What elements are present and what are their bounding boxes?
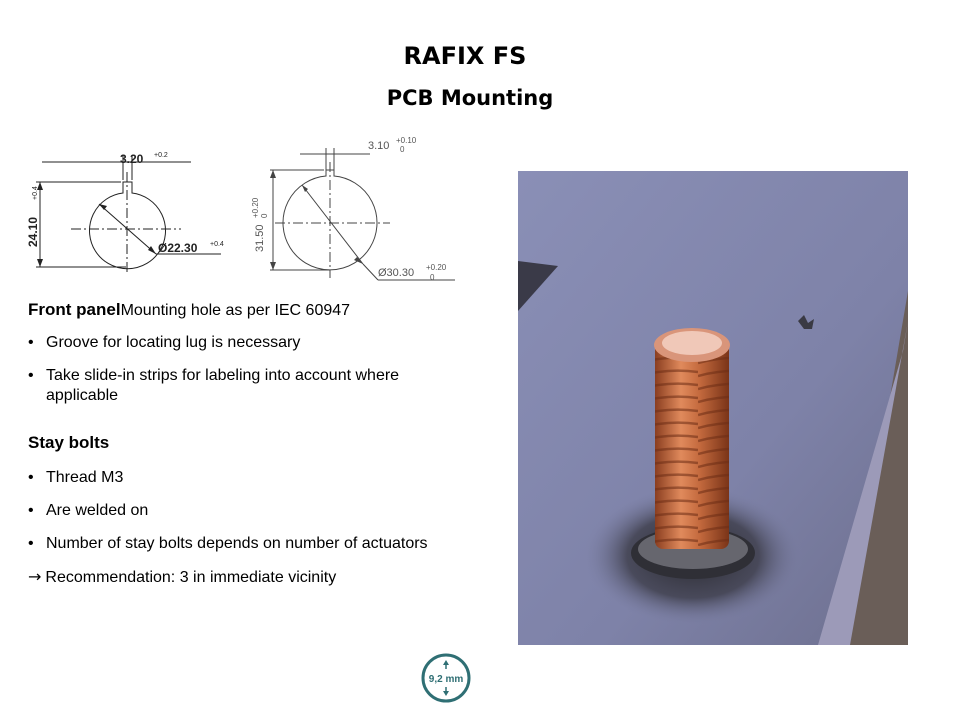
height-tolerance-top: +0.20 [251,197,260,218]
front-panel-line [28,300,468,321]
front-panel-heading: Front panel [28,300,121,319]
width-tolerance-bottom: 0 [400,145,405,154]
height-dimension-label: 24.10 [26,216,40,247]
recommendation-text: Recommendation: 3 in immediate vicinity [45,569,337,586]
list-item: • Groove for locating lug is necessary [28,334,301,351]
size-badge-label: 9,2 mm [428,674,464,685]
recommendation-line [28,567,468,588]
size-badge [419,653,473,703]
height-tolerance-bottom: 0 [260,213,269,218]
arrow-right-icon: → [28,567,42,586]
width-dimension-label: 3.20 [120,152,144,166]
stay-bolts-heading: Stay bolts [28,433,110,452]
height-dimension-label: 31.50 [254,224,266,252]
bullet-icon: • [28,334,34,351]
list-item: • Thread M3 [28,469,124,486]
diameter-dimension-label: Ø22.30 [158,241,198,255]
mounting-hole-drawing-large [250,130,465,285]
bullet-icon: • [28,367,34,384]
stay-bolts-bullets [28,468,468,554]
width-tolerance: +0.2 [154,152,168,159]
diameter-dimension-label: Ø30.30 [378,267,415,279]
diameter-tolerance-bottom: 0 [430,273,435,282]
front-panel-intro: Mounting hole as per IEC 60947 [120,302,351,319]
list-item: • Take slide-in strips for labeling into account where applicable [28,367,400,404]
bullet-icon: • [28,535,34,552]
slide-title: RAFIX FS [403,42,527,70]
front-panel-bullets [28,333,468,406]
diameter-tolerance-top: +0.20 [426,263,447,272]
bullet-icon: • [28,502,34,519]
mounting-hole-drawing-small [26,142,236,277]
width-tolerance-top: +0.10 [396,136,417,145]
slide-subtitle: PCB Mounting [386,86,554,110]
diameter-tolerance: +0.4 [210,241,224,248]
bullet-icon: • [28,469,34,486]
height-tolerance: +0.4 [32,186,39,200]
width-dimension-label: 3.10 [368,140,390,152]
slide-body [28,300,468,588]
list-item: • Number of stay bolts depends on number of actuators [28,535,428,552]
list-item: • Are welded on [28,502,149,519]
welded-stay-bolt-photo [518,171,908,645]
